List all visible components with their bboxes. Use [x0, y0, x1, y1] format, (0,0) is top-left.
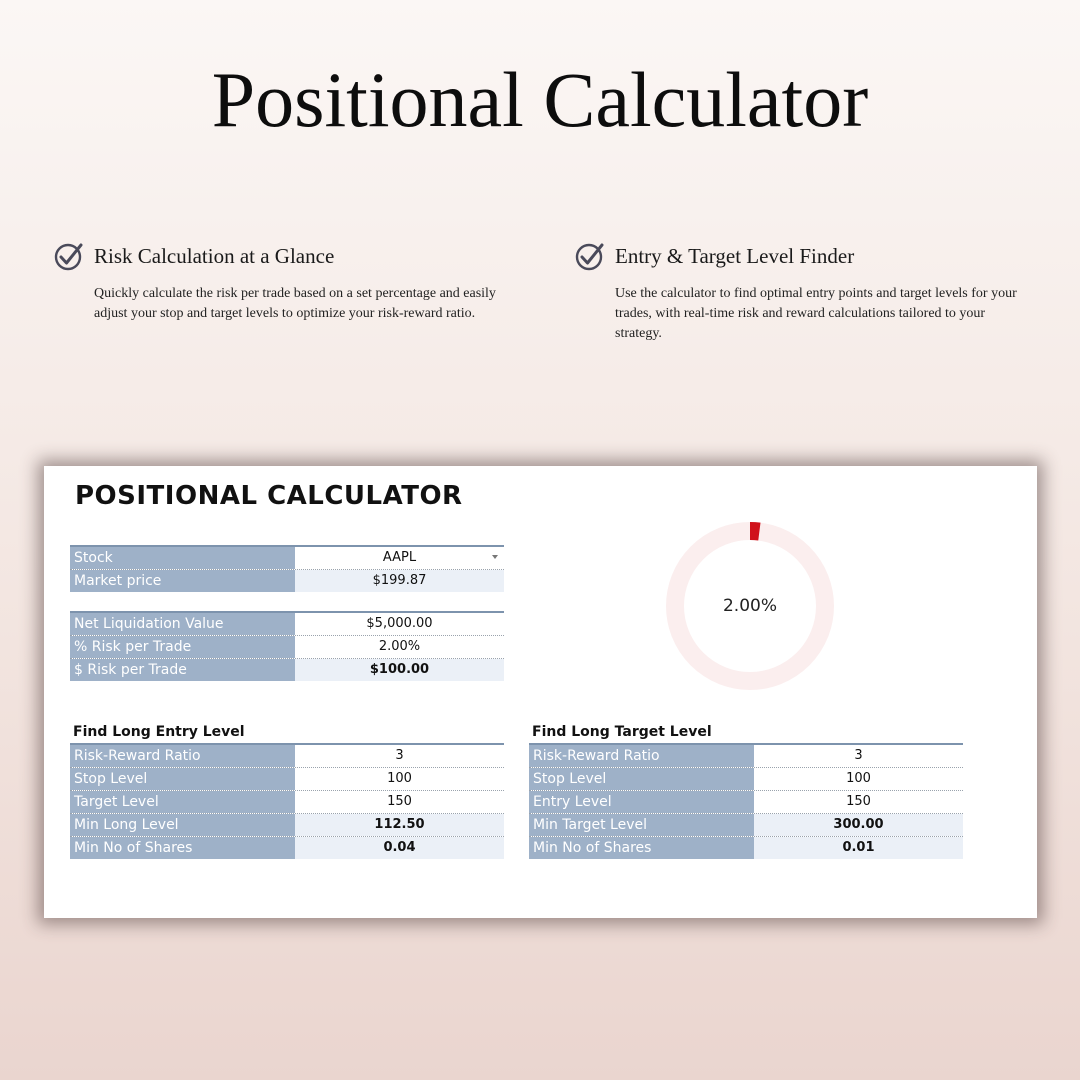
table-row [529, 745, 963, 768]
gauge-label: 2.00% [722, 596, 777, 616]
long-target-heading: Find Long Target Level [532, 724, 712, 740]
sheet-title: POSITIONAL CALCULATOR [75, 481, 463, 511]
row-label: Min Long Level [70, 814, 295, 836]
feature-title: Entry & Target Level Finder [615, 243, 855, 268]
chevron-down-icon[interactable] [492, 555, 498, 559]
net-liquidation-label: Net Liquidation Value [70, 613, 295, 635]
stock-label: Stock [70, 547, 295, 569]
dollar-risk-value: $100.00 [295, 659, 504, 681]
table-row [70, 768, 504, 791]
stock-select[interactable] [295, 547, 504, 569]
row-value[interactable]: 3 [295, 745, 504, 767]
feature-entry-target-finder [575, 238, 1045, 344]
row-value[interactable]: 150 [754, 791, 963, 813]
dollar-risk-label: $ Risk per Trade [70, 659, 295, 681]
percent-risk-label: % Risk per Trade [70, 636, 295, 658]
row-label: Target Level [70, 791, 295, 813]
row-label: Risk-Reward Ratio [529, 745, 754, 767]
row-value: 0.01 [754, 837, 963, 859]
table-row [529, 791, 963, 814]
page-title: Positional Calculator [211, 56, 869, 143]
row-label: Risk-Reward Ratio [70, 745, 295, 767]
percent-risk-value[interactable]: 2.00% [295, 636, 504, 658]
table-row [529, 837, 963, 859]
table-row [70, 659, 504, 681]
market-price-label: Market price [70, 570, 295, 592]
long-target-table [529, 743, 963, 859]
row-label: Stop Level [529, 768, 754, 790]
table-row [70, 547, 504, 570]
row-value[interactable]: 3 [754, 745, 963, 767]
row-value: 300.00 [754, 814, 963, 836]
feature-description: Quickly calculate the risk per trade based on a set percentage and easily adjust your stop and target levels to optimize your risk-reward ratio. [94, 286, 496, 321]
row-value: 112.50 [295, 814, 504, 836]
table-row [70, 837, 504, 859]
check-circle-icon [575, 241, 605, 271]
check-circle-icon [54, 241, 84, 271]
feature-title: Risk Calculation at a Glance [94, 243, 335, 268]
row-label: Min No of Shares [529, 837, 754, 859]
table-row [529, 768, 963, 791]
row-label: Min No of Shares [70, 837, 295, 859]
spreadsheet-preview [44, 466, 1037, 918]
table-row [70, 636, 504, 659]
market-price-value: $199.87 [295, 570, 504, 592]
row-value[interactable]: 150 [295, 791, 504, 813]
row-value[interactable]: 100 [295, 768, 504, 790]
long-entry-heading: Find Long Entry Level [73, 724, 245, 740]
stock-value: AAPL [382, 550, 417, 565]
risk-table [70, 611, 504, 681]
feature-description: Use the calculator to find optimal entry points and target levels for your trades, with real-time risk and reward calculations tailored to your strategy. [615, 286, 1017, 341]
net-liquidation-value[interactable]: $5,000.00 [295, 613, 504, 635]
row-label: Stop Level [70, 768, 295, 790]
feature-risk-calculation [54, 238, 524, 324]
row-label: Min Target Level [529, 814, 754, 836]
row-label: Entry Level [529, 791, 754, 813]
table-row [70, 791, 504, 814]
table-row [70, 814, 504, 837]
long-entry-table [70, 743, 504, 859]
row-value: 0.04 [295, 837, 504, 859]
table-row [70, 570, 504, 592]
table-row [70, 613, 504, 636]
stock-table [70, 545, 504, 592]
table-row [529, 814, 963, 837]
row-value[interactable]: 100 [754, 768, 963, 790]
table-row [70, 745, 504, 768]
